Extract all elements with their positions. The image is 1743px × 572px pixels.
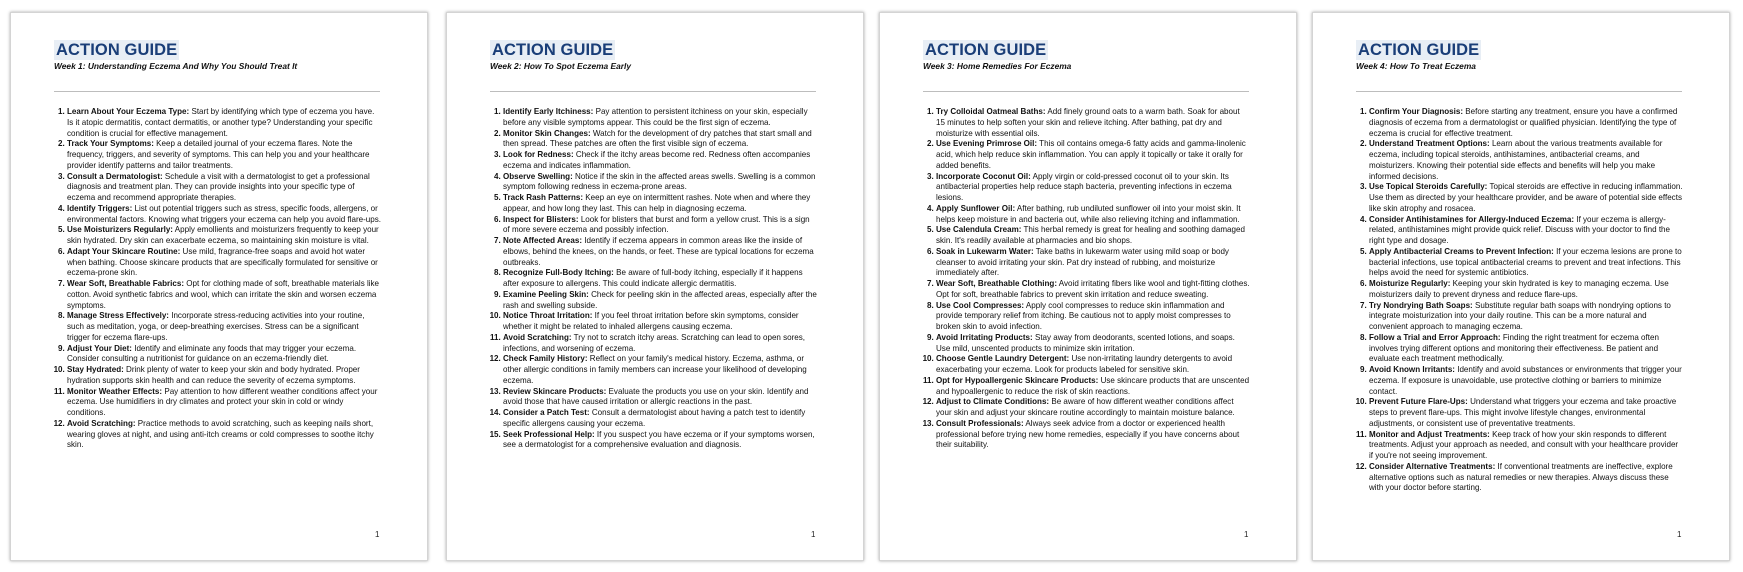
list-item-title: Choose Gentle Laundry Detergent:	[936, 354, 1070, 364]
list-item	[936, 333, 1250, 355]
list-item-title: Apply Antibacterial Creams to Prevent Infection:	[1369, 246, 1554, 256]
list-item	[936, 247, 1250, 279]
list-item	[936, 397, 1250, 419]
divider	[54, 91, 380, 92]
list-item	[1369, 139, 1683, 182]
list-item	[936, 225, 1250, 247]
list-item	[936, 139, 1250, 171]
list-item-text: Avoid irritating fibers like wool and tight-fitting clothes. Opt for soft, breathable fabrics to prevent skin irritation and reduce sweating.	[936, 279, 1250, 299]
list-item	[1369, 215, 1683, 247]
list-item	[1369, 397, 1683, 429]
action-list	[465, 107, 817, 451]
list-item	[936, 419, 1250, 451]
list-item	[1369, 279, 1683, 301]
list-item-text: Consult a dermatologist about having a patch test to identify specific allergens causing your eczema.	[503, 408, 806, 428]
list-item-text: Use skincare products that are unscented and hypoallergenic to reduce the risk of skin reactions.	[936, 375, 1250, 396]
list-item-title: Consult a Dermatologist:	[67, 171, 163, 181]
list-item-title: Try Colloidal Oatmeal Baths:	[936, 107, 1046, 116]
list-item-text: If your eczema lesions are prone to bacterial infections, use topical antibacterial creams to prevent and treat infections. This helps avoid the need for systemic antibiotics.	[1369, 246, 1682, 278]
list-item-title: Incorporate Coconut Oil:	[936, 171, 1031, 181]
page-title: ACTION GUIDE	[925, 41, 1047, 59]
page-title: ACTION GUIDE	[56, 41, 178, 59]
list-item-text: Drink plenty of water to keep your skin and body hydrated. Proper hydration supports skin health and can reduce the severity of eczema symptoms.	[67, 365, 360, 385]
list-item-text: Understand what triggers your eczema and take proactive steps to prevent flare-ups. This might involve lifestyle changes, environmental adjustments, or consistent use of preventative treatments.	[1369, 397, 1677, 428]
list-item-text: Keeping your skin hydrated is key to managing eczema. Use moisturizers daily to prevent dryness and reduce flare-ups.	[1369, 279, 1669, 299]
list-item	[67, 225, 381, 247]
document-page-week-1	[10, 12, 428, 561]
list-item	[67, 247, 381, 279]
list-item-title: Avoid Scratching:	[67, 418, 136, 428]
page-number: 1	[811, 530, 816, 539]
action-list	[1331, 107, 1683, 494]
page-number: 1	[375, 530, 380, 539]
list-item-text: Keep an eye on intermittent rashes. Note when and where they appear, and how long they last. This can help in diagnosing eczema.	[503, 193, 811, 213]
list-item	[936, 354, 1250, 376]
list-item	[503, 236, 817, 268]
list-item	[503, 311, 817, 333]
list-item-text: After bathing, rub undiluted sunflower oil into your moist skin. It helps keep moisture in and bacteria out, while also relieving itching and inflammation.	[936, 203, 1241, 224]
list-item-text: Keep track of how your skin responds to different treatments. Adjust your approach as needed, and consult with your healthcare provider if you're not seeing improvement.	[1369, 429, 1679, 460]
list-item	[503, 172, 817, 194]
list-item	[503, 333, 817, 355]
list-item	[503, 193, 817, 215]
list-item	[67, 365, 381, 387]
list-item	[1369, 365, 1683, 397]
list-item	[503, 150, 817, 172]
list-item-text: Apply emollients and moisturizers frequently to keep your skin hydrated. Dry skin can exacerbate eczema, so maintaining skin moisture is vital.	[67, 225, 379, 245]
list-item-title: Consider a Patch Test:	[503, 408, 590, 417]
page-title: ACTION GUIDE	[492, 41, 614, 59]
page-subtitle: Week 1: Understanding Eczema And Why You Should Treat It	[54, 61, 298, 71]
list-item-text: Substitute regular bath soaps with nondrying options to integrate moisturization into your daily routine. This can be a more natural and convenient approach to managing eczema.	[1369, 300, 1671, 331]
list-item-text: Apply cool compresses to reduce skin inflammation and provide temporary relief from itching. Be cautious not to apply moist compresses to broken skin to avoid infection.	[936, 300, 1231, 331]
list-item-title: Manage Stress Effectively:	[67, 311, 169, 321]
list-item-text: Always seek advice from a doctor or experienced health professional before trying new home remedies, especially if you have concerns about their suitability.	[936, 418, 1240, 450]
list-item-title: Inspect for Blisters:	[503, 214, 579, 224]
list-item-title: Consider Antihistamines for Allergy-Induced Eczema:	[1369, 214, 1575, 224]
list-item-title: Monitor Weather Effects:	[67, 386, 163, 396]
page-subtitle: Week 3: Home Remedies For Eczema	[923, 61, 1072, 71]
list-item-title: Observe Swelling:	[503, 171, 573, 181]
list-item	[503, 290, 817, 312]
page-subtitle: Week 2: How To Spot Eczema Early	[490, 61, 632, 71]
list-item-title: Monitor Skin Changes:	[503, 128, 591, 138]
list-item-title: Consult Professionals:	[936, 418, 1024, 428]
list-item-title: Learn About Your Eczema Type:	[67, 107, 190, 116]
list-item-title: Wear Soft, Breathable Clothing:	[936, 279, 1058, 288]
list-item-text: If your eczema is allergy-related, antihistamines might provide quick relief. Discuss with your doctor to find the right type and dosage.	[1369, 214, 1671, 245]
list-item-title: Monitor and Adjust Treatments:	[1369, 429, 1490, 439]
list-item-text: This oil contains omega-6 fatty acids and gamma-linolenic acid, which help reduce skin inflammation. You can apply it topically or take it orally for added benefits.	[936, 139, 1246, 170]
list-item-title: Identify Triggers:	[67, 203, 133, 213]
list-item-text: Learn about the various treatments available for eczema, including topical steroids, antihistamines, antibacterial creams, and moisturizers. Knowing their potential side effects and benefits will help you make informed decisions.	[1369, 139, 1663, 181]
list-item-title: Moisturize Regularly:	[1369, 279, 1451, 288]
list-item-text: Incorporate stress-reducing activities into your routine, such as meditation, yoga, or deep-breathing exercises. Stress can be a significant trigger for eczema flare-ups.	[67, 311, 365, 342]
list-item	[1369, 301, 1683, 333]
list-item-title: Confirm Your Diagnosis:	[1369, 107, 1464, 116]
list-item-title: Use Cool Compresses:	[936, 300, 1025, 310]
list-item-title: Adjust to Climate Conditions:	[936, 397, 1050, 407]
list-item	[503, 268, 817, 290]
page-title: ACTION GUIDE	[1358, 41, 1480, 59]
list-item-title: Adapt Your Skincare Routine:	[67, 246, 181, 256]
list-item	[936, 279, 1250, 301]
list-item-title: Seek Professional Help:	[503, 429, 595, 439]
list-item-title: Stay Hydrated:	[67, 365, 124, 374]
list-item	[503, 129, 817, 151]
list-item-text: Stay away from deodorants, scented lotions, and soaps. Use mild, unscented products to minimize skin irritation.	[936, 332, 1235, 353]
list-item-text: Identify if eczema appears in common areas like the inside of elbows, behind the knees, on the hands, or feet. These are typical locations for eczema outbreaks.	[503, 236, 814, 267]
list-item	[67, 107, 381, 139]
list-item-text: Opt for clothing made of soft, breathable materials like cotton. Avoid synthetic fabrics and wool, which can irritate the skin and worsen eczema symptoms.	[67, 279, 380, 310]
list-item-title: Prevent Future Flare-Ups:	[1369, 397, 1468, 407]
list-item	[503, 387, 817, 409]
list-item-text: Check for peeling skin in the affected areas, especially after the rash and swelling subside.	[503, 289, 817, 310]
document-page-week-3	[879, 12, 1297, 561]
list-item-title: Use Topical Steroids Carefully:	[1369, 182, 1488, 192]
list-item-text: Use non-irritating laundry detergents to avoid exacerbating your eczema. Look for products labeled for sensitive skin.	[936, 354, 1233, 374]
list-item	[503, 408, 817, 430]
divider	[490, 91, 816, 92]
list-item-title: Examine Peeling Skin:	[503, 289, 589, 299]
list-item	[67, 344, 381, 366]
list-item-text: Identify and avoid substances or environments that trigger your eczema. If exposure is unavoidable, use protective clothing or barriers to minimize contact.	[1369, 365, 1682, 396]
list-item-text: Start by identifying which type of eczema you have. Is it atopic dermatitis, contact dermatitis, or another type? Understanding your specific condition is crucial for effective management.	[67, 107, 375, 138]
divider	[923, 91, 1249, 92]
list-item-title: Apply Sunflower Oil:	[936, 203, 1016, 213]
list-item-title: Check Family History:	[503, 354, 588, 364]
list-item	[1369, 333, 1683, 365]
list-item-text: Take baths in lukewarm water using mild soap or body cleanser to avoid irritating your skin. Pat dry instead of rubbing, and moisturize immediately after.	[936, 246, 1229, 278]
list-item	[1369, 182, 1683, 214]
list-item-title: Use Moisturizers Regularly:	[67, 225, 173, 235]
list-item-title: Consider Alternative Treatments:	[1369, 461, 1496, 471]
list-item-text: If you suspect you have eczema or if your symptoms worsen, see a dermatologist for a comprehensive evaluation and diagnosis.	[503, 429, 815, 450]
list-item	[67, 311, 381, 343]
list-item	[67, 419, 381, 451]
page-subtitle: Week 4: How To Treat Eczema	[1356, 61, 1476, 71]
list-item-text: Be aware of full-body itching, especially if it happens after exposure to allergens. This could indicate allergic dermatitis.	[503, 268, 803, 288]
list-item-title: Note Affected Areas:	[503, 236, 582, 245]
list-item	[67, 204, 381, 226]
list-item	[503, 354, 817, 386]
list-item-text: Keep a detailed journal of your eczema flares. Note the frequency, triggers, and severity of symptoms. This can help you and your healthcare provider identify patterns and tailor treatments.	[67, 139, 370, 170]
list-item	[1369, 247, 1683, 279]
list-item-text: Be aware of how different weather conditions affect your skin and adjust your skincare routine accordingly to maintain moisture balance.	[936, 397, 1235, 417]
list-item-text: List out potential triggers such as stress, specific foods, allergens, or environmental factors. Knowing what triggers your eczema can help you avoid flare-ups.	[67, 203, 381, 224]
list-item-title: Use Calendula Cream:	[936, 225, 1022, 235]
list-item-text: Before starting any treatment, ensure you have a confirmed diagnosis of eczema from a dermatologist or qualified physician. Identifying the type of eczema is crucial for effective treatment.	[1369, 107, 1678, 138]
list-item-title: Adjust Your Diet:	[67, 343, 132, 353]
list-item	[936, 172, 1250, 204]
list-item-text: Schedule a visit with a dermatologist to get a professional diagnosis and treatment plan. They can provide insights into your specific type of eczema and recommend appropriate therapies.	[67, 171, 370, 202]
list-item-text: Evaluate the products you use on your skin. Identify and avoid those that have caused irritation or allergic reactions in the past.	[503, 386, 809, 407]
list-item-text: Notice if the skin in the affected areas swells. Swelling is a common symptom following redness in eczema-prone areas.	[503, 171, 816, 192]
list-item-title: Identify Early Itchiness:	[503, 107, 594, 116]
list-item-title: Look for Redness:	[503, 150, 574, 159]
list-item-title: Avoid Known Irritants:	[1369, 365, 1455, 374]
list-item-title: Use Evening Primrose Oil:	[936, 139, 1038, 149]
list-item-title: Recognize Full-Body Itching:	[503, 268, 614, 278]
divider	[1356, 91, 1682, 92]
list-item-title: Review Skincare Products:	[503, 386, 607, 396]
list-item	[1369, 430, 1683, 462]
list-item	[936, 301, 1250, 333]
list-item-text: Watch for the development of dry patches that start small and then spread. These patches are often the first visible sign of eczema.	[503, 128, 812, 149]
list-item	[936, 204, 1250, 226]
list-item	[67, 387, 381, 419]
list-item-title: Try Nondrying Bath Soaps:	[1369, 300, 1473, 310]
list-item-title: Soak in Lukewarm Water:	[936, 246, 1034, 256]
list-item-title: Track Rash Patterns:	[503, 193, 584, 202]
list-item-text: Use mild, fragrance-free soaps and avoid hot water when bathing. Choose skincare products that are specifically formulated for sensitive or eczema-prone skin.	[67, 246, 378, 278]
action-list	[898, 107, 1250, 451]
list-item-title: Follow a Trial and Error Approach:	[1369, 332, 1501, 342]
list-item	[67, 279, 381, 311]
list-item	[936, 107, 1250, 139]
list-item-text: Finding the right treatment for eczema often involves trying different options and monitoring their effectiveness. Be patient and evaluate each treatment methodically.	[1369, 332, 1659, 364]
list-item-text: Try not to scratch itchy areas. Scratching can lead to open sores, infections, and worsening of eczema.	[503, 332, 806, 353]
page-number: 1	[1677, 530, 1682, 539]
list-item-text: If you feel throat irritation before skin symptoms, consider whether it might be related to inhaled allergens causing eczema.	[503, 311, 799, 331]
list-item	[67, 172, 381, 204]
list-item	[1369, 462, 1683, 494]
list-item-title: Understand Treatment Options:	[1369, 139, 1490, 149]
list-item-text: Identify and eliminate any foods that may trigger your eczema. Consider consulting a nutritionist for guidance on an eczema-friendly diet.	[67, 343, 357, 364]
list-item-text: This herbal remedy is great for healing and soothing damaged skin. It's readily available at pharmacies and bio shops.	[936, 225, 1245, 245]
list-item-text: Topical steroids are effective in reducing inflammation. Use them as directed by your healthcare provider, and be aware of potential side effects like skin atrophy and rosacea.	[1369, 182, 1683, 213]
list-item-text: Apply virgin or cold-pressed coconut oil to your skin. Its antibacterial properties help reduce staph bacteria, preventing infections in eczema lesions.	[936, 171, 1232, 202]
list-item	[503, 215, 817, 237]
list-item	[503, 107, 817, 129]
list-item	[67, 139, 381, 171]
document-page-week-4	[1312, 12, 1730, 561]
list-item-title: Track Your Symptoms:	[67, 139, 154, 149]
list-item-title: Avoid Irritating Products:	[936, 332, 1033, 342]
document-page-week-2	[446, 12, 864, 561]
list-item	[936, 376, 1250, 398]
list-item-text: Pay attention to how different weather conditions affect your eczema. Use humidifiers in dry climates and protect your skin in cold or windy conditions.	[67, 386, 378, 417]
list-item-text: Practice methods to avoid scratching, such as keeping nails short, wearing gloves at night, and using anti-itch creams or cold compresses to soothe itchy skin.	[67, 418, 374, 450]
list-item-title: Wear Soft, Breathable Fabrics:	[67, 279, 185, 288]
list-item	[503, 430, 817, 452]
page-number: 1	[1244, 530, 1249, 539]
list-item-text: Pay attention to persistent itchiness on your skin, especially before any visible symptoms appear. This could be the first sign of eczema.	[503, 107, 808, 127]
list-item-text: Look for blisters that burst and form a yellow crust. This is a sign of more severe eczema and possibly infection.	[503, 214, 810, 235]
list-item-text: If conventional treatments are ineffective, explore alternative options such as natural remedies or new therapies. Always discuss these with your doctor before starting.	[1369, 461, 1673, 493]
list-item-text: Check if the itchy areas become red. Redness often accompanies eczema and indicates inflammation.	[503, 150, 811, 170]
list-item-text: Add finely ground oats to a warm bath. Soak for about 15 minutes to help soften your skin and relieve itching. After bathing, pat dry and moisturize with essential oils.	[936, 107, 1240, 138]
action-list	[29, 107, 381, 451]
list-item-title: Notice Throat Irritation:	[503, 311, 593, 321]
list-item-text: Reflect on your family's medical history. Eczema, asthma, or other allergic conditions in family members can increase your likelihood of developing eczema.	[503, 354, 807, 385]
list-item-title: Avoid Scratching:	[503, 332, 572, 342]
list-item	[1369, 107, 1683, 139]
list-item-title: Opt for Hypoallergenic Skincare Products:	[936, 375, 1099, 385]
